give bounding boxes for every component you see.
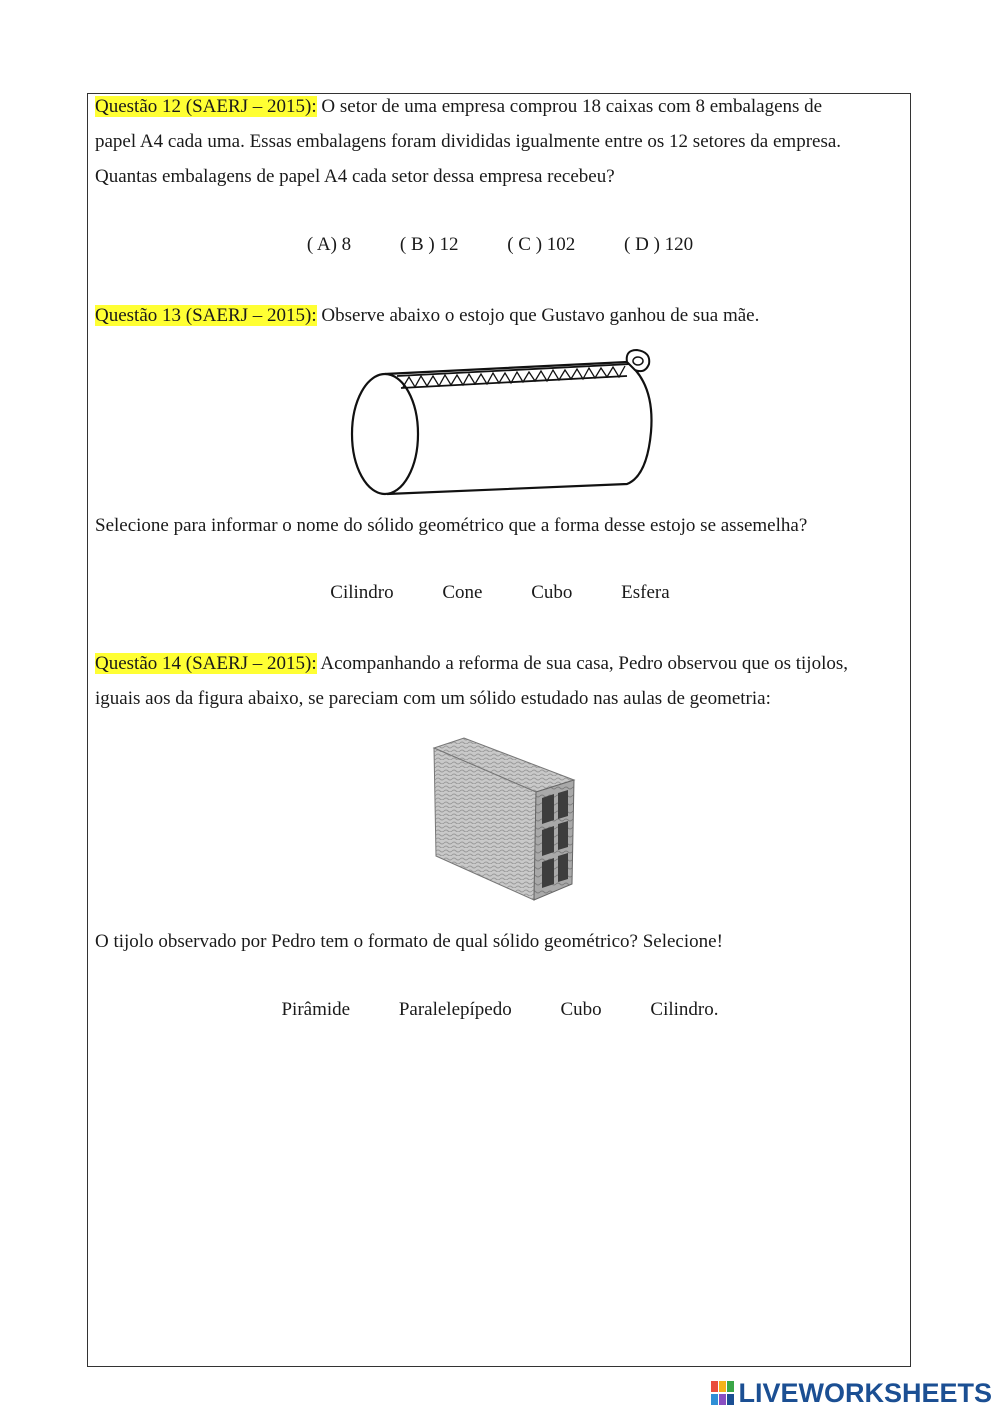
q12-options — [0, 234, 1000, 256]
q12-option-c[interactable]: ( C ) 102 — [507, 234, 576, 255]
q14-line2: iguais aos da figura abaixo, se pareciam com um sólido estudado nas aulas de geometria: — [95, 688, 771, 709]
q13-option-cone[interactable]: Cone — [442, 582, 483, 603]
liveworksheets-logo-text: LIVEWORKSHEETS — [738, 1377, 992, 1408]
brick-illustration — [428, 736, 578, 902]
q14-options — [0, 999, 1000, 1021]
q14-option-paralelepipedo[interactable]: Paralelepípedo — [398, 999, 512, 1020]
q12-option-d[interactable]: ( D ) 120 — [624, 234, 694, 255]
q12-line1: O setor de uma empresa comprou 18 caixas com 8 embalagens de — [316, 96, 823, 117]
q13-label: Questão 13 (SAERJ – 2015): — [95, 305, 317, 326]
q13-prompt: Selecione para informar o nome do sólido geométrico que a forma desse estojo se assemelha? — [95, 515, 808, 536]
pencil-case-cylinder-illustration — [345, 348, 665, 500]
q14-option-cilindro[interactable]: Cilindro. — [650, 999, 719, 1020]
q13-option-cubo[interactable]: Cubo — [531, 582, 573, 603]
q13-option-esfera[interactable]: Esfera — [621, 582, 670, 603]
liveworksheets-logo-icon — [711, 1381, 735, 1405]
q13-text — [95, 298, 910, 333]
q14-prompt: O tijolo observado por Pedro tem o formato de qual sólido geométrico? Selecione! — [95, 931, 723, 952]
q12-text — [95, 89, 910, 194]
q14-text — [95, 646, 910, 716]
q14-option-piramide[interactable]: Pirâmide — [281, 999, 351, 1020]
q12-label: Questão 12 (SAERJ – 2015): — [95, 96, 317, 117]
q12-option-a[interactable]: ( A) 8 — [306, 234, 352, 255]
q13-option-cilindro[interactable]: Cilindro — [330, 582, 394, 603]
q13-line1: Observe abaixo o estojo que Gustavo ganhou de sua mãe. — [316, 305, 760, 326]
q14-line1: Acompanhando a reforma de sua casa, Pedro observou que os tijolos, — [316, 653, 848, 674]
q12-line2: papel A4 cada uma. Essas embalagens foram divididas igualmente entre os 12 setores da empresa. — [95, 131, 842, 152]
q14-label: Questão 14 (SAERJ – 2015): — [95, 653, 317, 674]
q13-options — [0, 582, 1000, 604]
worksheet-frame — [87, 93, 911, 1367]
liveworksheets-logo[interactable] — [711, 1378, 992, 1408]
q12-line3: Quantas embalagens de papel A4 cada setor dessa empresa recebeu? — [95, 166, 615, 187]
q14-option-cubo[interactable]: Cubo — [560, 999, 602, 1020]
q12-option-b[interactable]: ( B ) 12 — [399, 234, 459, 255]
